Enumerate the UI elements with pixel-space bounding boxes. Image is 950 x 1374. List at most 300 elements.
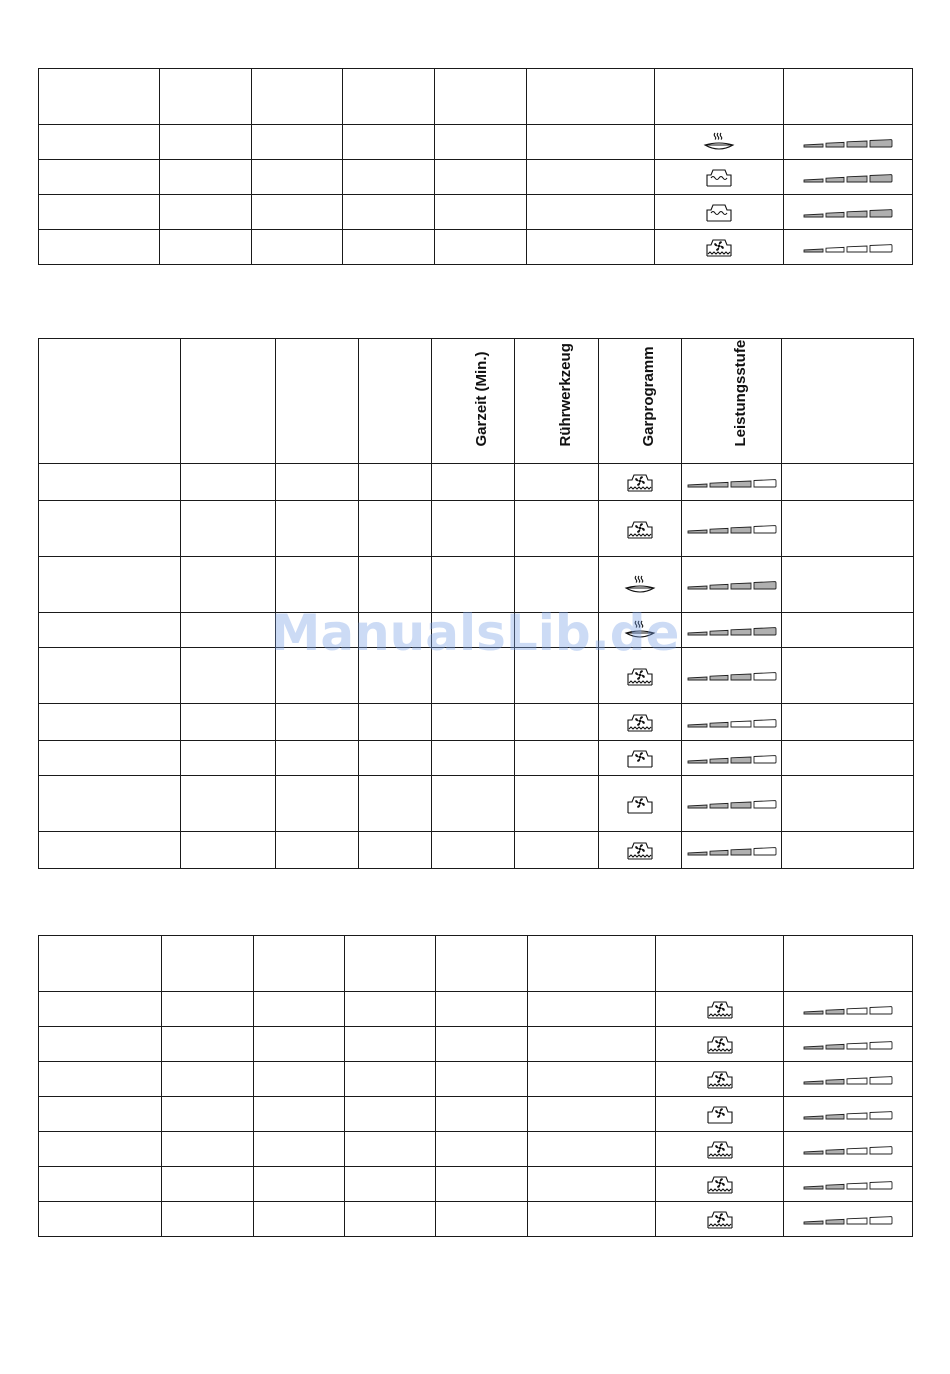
power-level-segment xyxy=(804,214,823,217)
fan-bottom-heat-icon xyxy=(703,1137,737,1161)
header-cell xyxy=(527,69,655,125)
power-level-indicator xyxy=(802,1107,894,1121)
power-level-segment xyxy=(847,1148,867,1154)
note-cell xyxy=(782,648,914,704)
header-cell xyxy=(252,69,343,125)
table-cell xyxy=(436,1027,528,1062)
power-level-segment xyxy=(804,1046,823,1049)
cooking-program-cell xyxy=(656,992,784,1027)
cooking-program-cell xyxy=(599,648,682,704)
power-level-segment xyxy=(826,1184,844,1189)
header-cell xyxy=(343,69,435,125)
watermark: ManualsLib.de xyxy=(270,604,680,662)
power-level-segment xyxy=(688,484,707,487)
power-level-indicator xyxy=(802,1177,894,1191)
power-level-segment xyxy=(870,1006,892,1013)
table-row xyxy=(39,992,913,1027)
power-level-cell xyxy=(784,1062,913,1097)
top-heat-icon xyxy=(702,200,736,224)
table-cell xyxy=(436,1167,528,1202)
power-level-cell xyxy=(682,832,782,869)
cooking-program-cell xyxy=(599,776,682,832)
table-cell xyxy=(359,557,432,613)
power-level-segment xyxy=(870,1181,892,1188)
cooking-program-cell xyxy=(656,1097,784,1132)
note-cell xyxy=(782,832,914,869)
table-cell xyxy=(432,776,515,832)
table-cell xyxy=(254,1062,345,1097)
table-cell xyxy=(527,230,655,265)
table-cell xyxy=(181,832,276,869)
power-level-segment xyxy=(731,757,751,763)
power-level-segment xyxy=(847,1008,867,1014)
fan-bottom-heat-icon xyxy=(703,1172,737,1196)
table-row xyxy=(39,1027,913,1062)
table-cell xyxy=(432,613,515,648)
table-cell xyxy=(515,832,599,869)
table-cell xyxy=(276,613,359,648)
table-cell xyxy=(181,704,276,741)
note-cell xyxy=(782,464,914,501)
table-cell xyxy=(345,1202,436,1237)
table-cell xyxy=(515,613,599,648)
power-level-segment xyxy=(731,527,751,533)
table-row xyxy=(39,1167,913,1202)
header-cell xyxy=(359,339,432,464)
cooking-program-cell xyxy=(656,1167,784,1202)
power-level-indicator xyxy=(802,170,894,184)
table-row xyxy=(39,704,914,741)
fan-bottom-heat-icon xyxy=(623,517,657,541)
table-cell xyxy=(39,613,181,648)
power-level-segment xyxy=(826,177,844,182)
table-cell xyxy=(39,1167,162,1202)
power-level-cell xyxy=(784,1167,913,1202)
table-cell xyxy=(432,501,515,557)
top-heat-icon xyxy=(702,165,736,189)
header-label-cooking-program: Garprogramm xyxy=(640,346,657,447)
table-cell xyxy=(276,557,359,613)
table-cell xyxy=(39,464,181,501)
header-cell xyxy=(39,936,162,992)
power-level-segment xyxy=(754,526,776,533)
power-level-cell xyxy=(682,557,782,613)
power-level-segment xyxy=(847,211,867,217)
table-cell xyxy=(254,1132,345,1167)
table-cell xyxy=(254,992,345,1027)
power-level-segment xyxy=(804,144,823,147)
table-cell xyxy=(160,195,252,230)
header-cell xyxy=(784,69,913,125)
power-level-indicator xyxy=(802,135,894,149)
header-cell xyxy=(162,936,254,992)
table-cell xyxy=(39,832,181,869)
power-level-indicator xyxy=(802,1142,894,1156)
cooking-program-cell xyxy=(656,1132,784,1167)
cooking-program-cell xyxy=(655,125,784,160)
table-cell xyxy=(528,992,656,1027)
power-level-segment xyxy=(688,530,707,533)
fan-bottom-heat-icon xyxy=(702,235,736,259)
table-cell xyxy=(276,776,359,832)
table-cell xyxy=(435,230,527,265)
power-level-segment xyxy=(731,674,751,680)
table-cell xyxy=(435,195,527,230)
table-cell xyxy=(515,741,599,776)
table-cell xyxy=(276,501,359,557)
power-level-segment xyxy=(847,1218,867,1224)
table-row xyxy=(39,195,913,230)
table-cell xyxy=(276,704,359,741)
power-level-segment xyxy=(826,1079,844,1084)
table-cell xyxy=(254,1027,345,1062)
power-level-indicator xyxy=(802,1212,894,1226)
table-cell xyxy=(39,992,162,1027)
power-level-cell xyxy=(682,648,782,704)
table-cell xyxy=(39,125,160,160)
table-cell xyxy=(432,648,515,704)
table-cell xyxy=(528,1062,656,1097)
header-cell xyxy=(181,339,276,464)
table-cell xyxy=(515,501,599,557)
cooking-program-cell xyxy=(599,557,682,613)
cooking-program-cell xyxy=(656,1062,784,1097)
table-row xyxy=(39,741,914,776)
table-cell xyxy=(162,1167,254,1202)
table-cell xyxy=(515,648,599,704)
table-cell xyxy=(528,1132,656,1167)
power-level-segment xyxy=(804,1011,823,1014)
table-row xyxy=(39,160,913,195)
table-cell xyxy=(39,1062,162,1097)
power-level-segment xyxy=(710,804,728,809)
power-level-cell xyxy=(682,501,782,557)
table-cell xyxy=(435,125,527,160)
power-level-segment xyxy=(710,758,728,763)
table-cell xyxy=(39,648,181,704)
cooking-table-2 xyxy=(38,338,914,869)
header-cell xyxy=(39,339,181,464)
table-cell xyxy=(276,741,359,776)
table-cell xyxy=(276,648,359,704)
power-level-segment xyxy=(804,1151,823,1154)
table-row xyxy=(39,832,914,869)
table-cell xyxy=(162,1027,254,1062)
power-level-segment xyxy=(826,212,844,217)
power-level-cell xyxy=(784,160,913,195)
table-cell xyxy=(39,557,181,613)
table-row xyxy=(39,464,914,501)
power-level-segment xyxy=(731,583,751,589)
table-cell xyxy=(254,1167,345,1202)
table-cell xyxy=(435,160,527,195)
table-row xyxy=(39,1132,913,1167)
cooking-program-cell xyxy=(599,613,682,648)
header-cell-cooking-time xyxy=(432,339,515,464)
power-level-segment xyxy=(754,755,776,762)
power-level-segment xyxy=(710,722,728,727)
power-level-segment xyxy=(826,1114,844,1119)
table-cell xyxy=(359,648,432,704)
header-cell-stirring-tool xyxy=(515,339,599,464)
table-cell xyxy=(252,195,343,230)
power-level-segment xyxy=(870,1146,892,1153)
cooking-program-cell xyxy=(655,160,784,195)
power-level-segment xyxy=(870,1111,892,1118)
table-cell xyxy=(515,776,599,832)
header-cell xyxy=(435,69,527,125)
power-level-segment xyxy=(754,627,776,634)
table-row xyxy=(39,776,914,832)
power-level-segment xyxy=(754,673,776,680)
power-level-segment xyxy=(688,677,707,680)
table-cell xyxy=(359,501,432,557)
power-level-segment xyxy=(754,719,776,726)
table-cell xyxy=(162,1132,254,1167)
table-cell xyxy=(527,125,655,160)
note-cell xyxy=(782,501,914,557)
fan-heat-icon xyxy=(703,1102,737,1126)
power-level-indicator xyxy=(802,1072,894,1086)
table-row xyxy=(39,1097,913,1132)
power-level-segment xyxy=(870,139,892,146)
cooking-table-3 xyxy=(38,935,913,1237)
power-level-segment xyxy=(731,629,751,635)
table-row xyxy=(39,1062,913,1097)
power-level-segment xyxy=(804,179,823,182)
table-cell xyxy=(432,557,515,613)
power-level-segment xyxy=(688,805,707,808)
power-level-cell xyxy=(784,992,913,1027)
table-cell xyxy=(436,1132,528,1167)
power-level-segment xyxy=(847,246,867,252)
header-cell xyxy=(39,69,160,125)
power-level-cell xyxy=(682,613,782,648)
table-cell xyxy=(343,195,435,230)
table-cell xyxy=(359,704,432,741)
power-level-segment xyxy=(826,142,844,147)
table-cell xyxy=(436,992,528,1027)
power-level-segment xyxy=(731,802,751,808)
fan-bottom-heat-icon xyxy=(623,838,657,862)
power-level-cell xyxy=(784,1097,913,1132)
power-level-segment xyxy=(826,1219,844,1224)
power-level-segment xyxy=(710,482,728,487)
power-level-segment xyxy=(710,529,728,534)
power-level-indicator xyxy=(686,715,778,729)
table-cell xyxy=(181,741,276,776)
table-cell xyxy=(254,1202,345,1237)
header-label-cooking-time: Garzeit (Min.) xyxy=(473,351,490,447)
power-level-indicator xyxy=(686,623,778,637)
table-cell xyxy=(432,741,515,776)
fan-bottom-heat-icon xyxy=(623,470,657,494)
power-level-segment xyxy=(826,247,844,252)
header-cell xyxy=(782,339,914,464)
table-cell xyxy=(359,832,432,869)
power-level-segment xyxy=(870,209,892,216)
table-cell xyxy=(39,1097,162,1132)
power-level-segment xyxy=(804,1221,823,1224)
power-level-indicator xyxy=(686,521,778,535)
fan-bottom-heat-icon xyxy=(703,997,737,1021)
fan-bottom-heat-icon xyxy=(703,1207,737,1231)
power-level-indicator xyxy=(686,843,778,857)
power-level-segment xyxy=(710,630,728,635)
table-cell xyxy=(252,160,343,195)
header-cell xyxy=(784,936,913,992)
power-level-segment xyxy=(688,852,707,855)
header-label-power-level: Leistungsstufe xyxy=(731,339,749,447)
table-cell xyxy=(359,464,432,501)
table-cell xyxy=(345,992,436,1027)
header-cell-power-level xyxy=(682,339,782,464)
fan-bottom-heat-icon xyxy=(623,710,657,734)
table-cell xyxy=(39,1202,162,1237)
table-header-row xyxy=(39,69,913,125)
table-cell xyxy=(432,704,515,741)
cooking-program-cell xyxy=(655,230,784,265)
fan-bottom-heat-icon xyxy=(703,1032,737,1056)
power-level-segment xyxy=(826,1009,844,1014)
table-cell xyxy=(39,501,181,557)
cooking-table-1 xyxy=(38,68,913,265)
table-cell xyxy=(181,613,276,648)
table-cell xyxy=(436,1062,528,1097)
power-level-segment xyxy=(688,632,707,635)
power-level-segment xyxy=(754,847,776,854)
table-header-row xyxy=(39,936,913,992)
grill-dish-icon xyxy=(702,130,736,154)
table-cell xyxy=(160,125,252,160)
table-cell xyxy=(359,613,432,648)
table-cell xyxy=(39,1027,162,1062)
power-level-segment xyxy=(847,1078,867,1084)
grill-dish-icon xyxy=(623,573,657,597)
header-cell xyxy=(276,339,359,464)
table-cell xyxy=(162,992,254,1027)
table-cell xyxy=(345,1132,436,1167)
power-level-segment xyxy=(870,244,892,251)
power-level-segment xyxy=(710,585,728,590)
cooking-program-cell xyxy=(656,1027,784,1062)
power-level-indicator xyxy=(686,577,778,591)
power-level-segment xyxy=(804,1116,823,1119)
table-cell xyxy=(254,1097,345,1132)
power-level-cell xyxy=(784,1132,913,1167)
table-cell xyxy=(276,464,359,501)
table-cell xyxy=(515,704,599,741)
power-level-segment xyxy=(870,1041,892,1048)
power-level-segment xyxy=(847,1043,867,1049)
table-cell xyxy=(181,557,276,613)
grill-dish-icon xyxy=(623,618,657,642)
table-row xyxy=(39,1202,913,1237)
power-level-segment xyxy=(710,850,728,855)
table-cell xyxy=(528,1097,656,1132)
table-cell xyxy=(528,1167,656,1202)
power-level-cell xyxy=(682,704,782,741)
header-label-stirring-tool: Rührwerkzeug xyxy=(556,343,574,447)
power-level-cell xyxy=(784,195,913,230)
table-row xyxy=(39,501,914,557)
table-header-row xyxy=(39,339,914,464)
power-level-cell xyxy=(682,776,782,832)
note-cell xyxy=(782,741,914,776)
power-level-indicator xyxy=(802,1002,894,1016)
power-level-segment xyxy=(847,141,867,147)
power-level-segment xyxy=(847,1113,867,1119)
table-cell xyxy=(276,832,359,869)
power-level-segment xyxy=(754,582,776,589)
cooking-program-cell xyxy=(599,704,682,741)
header-cell xyxy=(656,936,784,992)
cooking-program-cell xyxy=(599,464,682,501)
power-level-indicator xyxy=(802,205,894,219)
table-cell xyxy=(345,1167,436,1202)
power-level-cell xyxy=(682,464,782,501)
table-cell xyxy=(527,195,655,230)
table-cell xyxy=(527,160,655,195)
power-level-segment xyxy=(688,760,707,763)
table-cell xyxy=(39,195,160,230)
power-level-segment xyxy=(710,676,728,681)
table-cell xyxy=(345,1062,436,1097)
table-cell xyxy=(252,230,343,265)
power-level-segment xyxy=(870,174,892,181)
fan-bottom-heat-icon xyxy=(623,664,657,688)
table-cell xyxy=(181,464,276,501)
power-level-segment xyxy=(804,249,823,252)
header-cell xyxy=(345,936,436,992)
table-cell xyxy=(39,1132,162,1167)
power-level-indicator xyxy=(686,475,778,489)
power-level-cell xyxy=(784,1202,913,1237)
table-cell xyxy=(39,230,160,265)
table-cell xyxy=(528,1027,656,1062)
cooking-program-cell xyxy=(599,501,682,557)
header-cell xyxy=(254,936,345,992)
header-cell xyxy=(436,936,528,992)
table-cell xyxy=(343,230,435,265)
header-cell xyxy=(528,936,656,992)
header-cell xyxy=(655,69,784,125)
power-level-segment xyxy=(688,724,707,727)
table-cell xyxy=(432,464,515,501)
power-level-segment xyxy=(731,721,751,727)
table-row xyxy=(39,557,914,613)
power-level-segment xyxy=(826,1149,844,1154)
power-level-indicator xyxy=(686,751,778,765)
note-cell xyxy=(782,704,914,741)
power-level-segment xyxy=(731,481,751,487)
table-cell xyxy=(343,160,435,195)
power-level-segment xyxy=(847,1183,867,1189)
table-cell xyxy=(252,125,343,160)
table-cell xyxy=(345,1097,436,1132)
table-cell xyxy=(181,776,276,832)
table-row xyxy=(39,613,914,648)
table-cell xyxy=(39,776,181,832)
power-level-segment xyxy=(688,586,707,589)
power-level-segment xyxy=(826,1044,844,1049)
fan-heat-icon xyxy=(623,746,657,770)
table-row xyxy=(39,648,914,704)
table-cell xyxy=(359,776,432,832)
table-cell xyxy=(39,741,181,776)
power-level-segment xyxy=(731,849,751,855)
power-level-indicator xyxy=(802,240,894,254)
